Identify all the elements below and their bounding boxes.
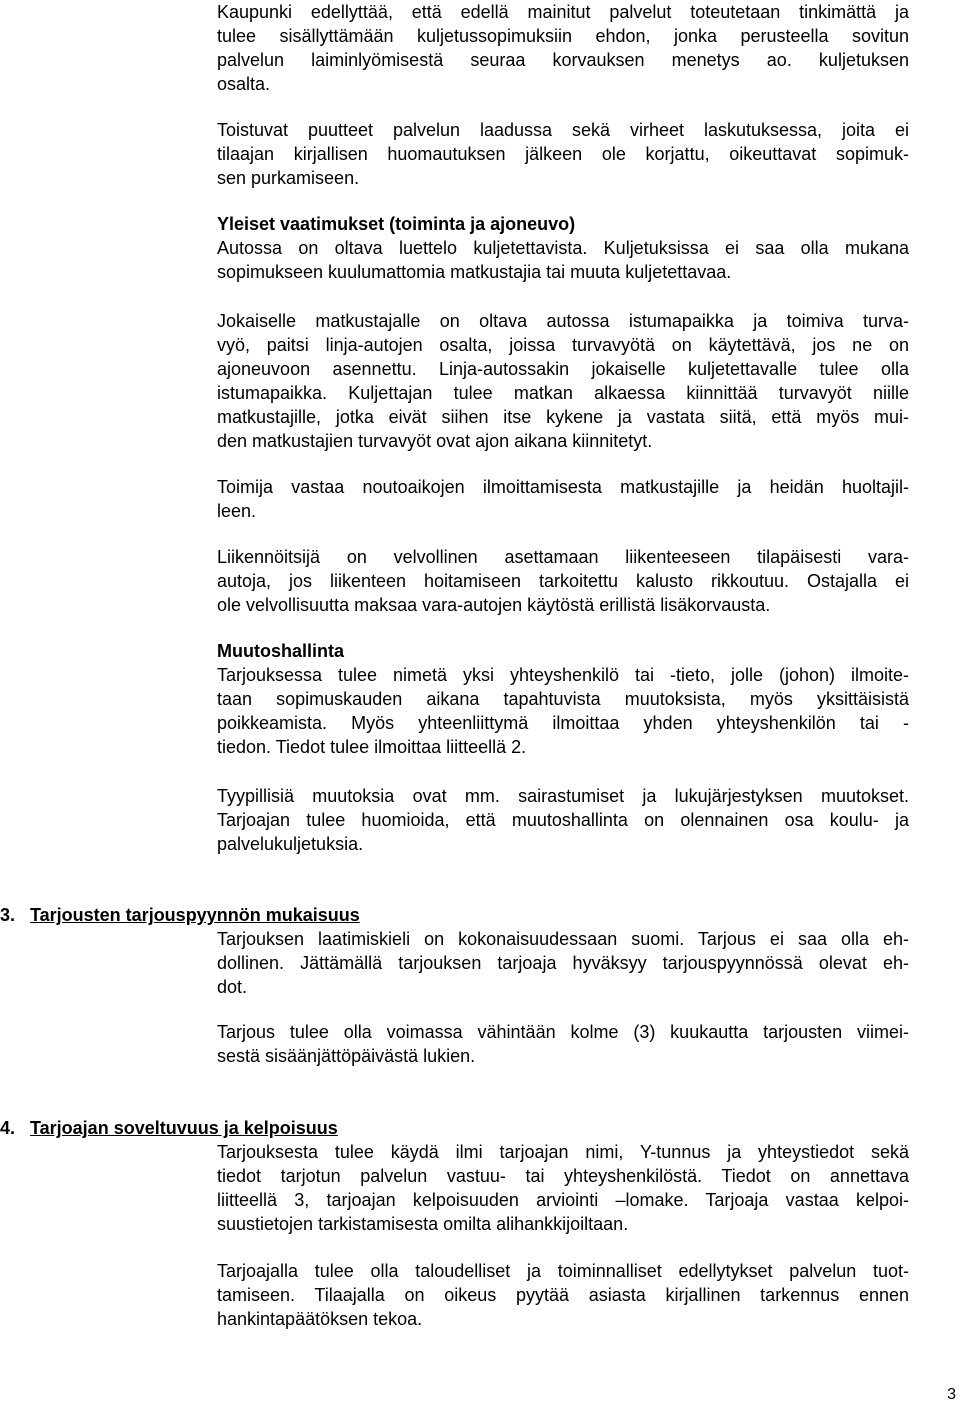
text-line: Tarjoajalla tulee olla taloudelliset ja toiminnalliset edellytykset palvelun tuot- <box>217 1261 909 1281</box>
text-line: ole velvollisuutta maksaa vara-autojen käytöstä erillistä lisäkorvausta. <box>217 595 771 615</box>
paragraph-financial-capability <box>217 1259 909 1331</box>
text-line: Kaupunki edellyttää, että edellä mainitut palvelut toteutetaan tinkimättä ja <box>217 2 909 22</box>
paragraph-tender-language <box>217 927 909 999</box>
text-line: poikkeamista. Myös yhteenliittymä ilmoittaa yhden yhteyshenkilön tai - <box>217 713 909 733</box>
text-line: tiedon. Tiedot tulee ilmoittaa liitteellä 2. <box>217 737 527 757</box>
paragraph-quality-requirement <box>217 0 909 96</box>
text-line: Tarjouksessa tulee nimetä yksi yhteyshenkilö tai -tieto, jolle (johon) ilmoite- <box>217 665 909 685</box>
section-number: 4. <box>0 1118 16 1138</box>
text-line: Liikennöitsijä on velvollinen asettamaan liikenteeseen tilapäisesti vara- <box>217 547 909 567</box>
text-line: Tarjous tulee olla voimassa vähintään kolme (3) kuukautta tarjousten viimei- <box>217 1022 909 1042</box>
text-line: Toimija vastaa noutoaikojen ilmoittamisesta matkustajille ja heidän huoltajil- <box>217 477 909 497</box>
text-line: osalta. <box>217 74 271 94</box>
section-heading-3 <box>0 903 360 927</box>
paragraph-pickup-times <box>217 475 909 523</box>
section-title: Tarjoajan soveltuvuus ja kelpoisuus <box>30 1118 338 1138</box>
text-line: istumapaikka. Kuljettajan tulee matkan alkaessa kiinnittää turvavyöt niille <box>217 383 909 403</box>
section-number: 3. <box>0 905 16 925</box>
text-line: sestä sisäänjättöpäivästä lukien. <box>217 1046 476 1066</box>
page-number: 3 <box>947 1386 956 1403</box>
text-line: autoja, jos liikenteen hoitamiseen tarkoitettu kalusto rikkoutuu. Ostajalla ei <box>217 571 909 591</box>
text-line: Tarjouksen laatimiskieli on kokonaisuudessaan suomi. Tarjous ei saa olla eh- <box>217 929 909 949</box>
text-line: tilaajan kirjallisen huomautuksen jälkeen ole korjattu, oikeuttavat sopimuk- <box>217 144 909 164</box>
text-line: tamiseen. Tilaajalla on oikeus pyytää asiasta kirjallinen tarkennus ennen <box>217 1285 909 1305</box>
text-line: Tyypillisiä muutoksia ovat mm. sairastumiset ja lukujärjestyksen muutokset. <box>217 786 909 806</box>
text-line: taan sopimuskauden aikana tapahtuvista muutoksista, myös yksittäisistä <box>217 689 909 709</box>
text-line: Jokaiselle matkustajalle on oltava autossa istumapaikka ja toimiva turva- <box>217 311 909 331</box>
text-line: palvelukuljetuksia. <box>217 834 364 854</box>
text-line: Tarjouksesta tulee käydä ilmi tarjoajan nimi, Y-tunnus ja yhteystiedot sekä <box>217 1142 909 1162</box>
paragraph-typical-changes <box>217 784 909 856</box>
text-line: liitteellä 3, tarjoajan kelpoisuuden arviointi –lomake. Tarjoaja vastaa kelpoi- <box>217 1190 909 1210</box>
paragraph-change-management <box>217 639 909 759</box>
paragraph-general-requirements <box>217 212 909 284</box>
text-line: sopimukseen kuulumattomia matkustajia tai muuta kuljetettavaa. <box>217 262 732 282</box>
text-line: suustietojen tarkistamisesta omilta alihankkijoiltaan. <box>217 1214 629 1234</box>
paragraph-tenderer-information <box>217 1140 909 1236</box>
text-line: ajoneuvoon asennettu. Linja-autossakin jokaiselle kuljetettavalle tulee olla <box>217 359 909 379</box>
paragraph-spare-vehicles <box>217 545 909 617</box>
paragraph-seatbelts <box>217 309 909 453</box>
text-line: Tarjoajan tulee huomioida, että muutoshallinta on olennainen osa koulu- ja <box>217 810 909 830</box>
paragraph-repeated-deficiencies <box>217 118 909 190</box>
text-line: den matkustajien turvavyöt ovat ajon aikana kiinnitetyt. <box>217 431 653 451</box>
text-line: matkustajille, jotka eivät siihen itse kykene ja vastata siitä, että myös mui- <box>217 407 909 427</box>
text-line: Autossa on oltava luettelo kuljetettavista. Kuljetuksissa ei saa olla mukana <box>217 238 909 258</box>
text-line: hankintapäätöksen tekoa. <box>217 1309 423 1329</box>
text-line: dot. <box>217 977 248 997</box>
subheading-general-requirements: Yleiset vaatimukset (toiminta ja ajoneuvo) <box>217 214 576 234</box>
section-title: Tarjousten tarjouspyynnön mukaisuus <box>30 905 360 925</box>
text-line: leen. <box>217 501 257 521</box>
subheading-change-management: Muutoshallinta <box>217 641 344 661</box>
text-line: Toistuvat puutteet palvelun laadussa sekä virheet laskutuksessa, joita ei <box>217 120 909 140</box>
section-heading-4 <box>0 1116 338 1140</box>
paragraph-tender-validity <box>217 1020 909 1068</box>
text-line: vyö, paitsi linja-autojen osalta, joissa turvavyötä on käytettävä, jos ne on <box>217 335 909 355</box>
text-line: sen purkamiseen. <box>217 168 360 188</box>
text-line: tiedot tarjotun palvelun vastuu- tai yhteyshenkilöstä. Tiedot on annettava <box>217 1166 909 1186</box>
text-line: dollinen. Jättämällä tarjouksen tarjoaja hyväksyy tarjouspyynnössä olevat eh- <box>217 953 909 973</box>
text-line: tulee sisällyttämään kuljetussopimuksiin ehdon, jonka perusteella sovitun <box>217 26 909 46</box>
text-line: palvelun laiminlyömisestä seuraa korvauksen menetys ao. kuljetuksen <box>217 50 909 70</box>
